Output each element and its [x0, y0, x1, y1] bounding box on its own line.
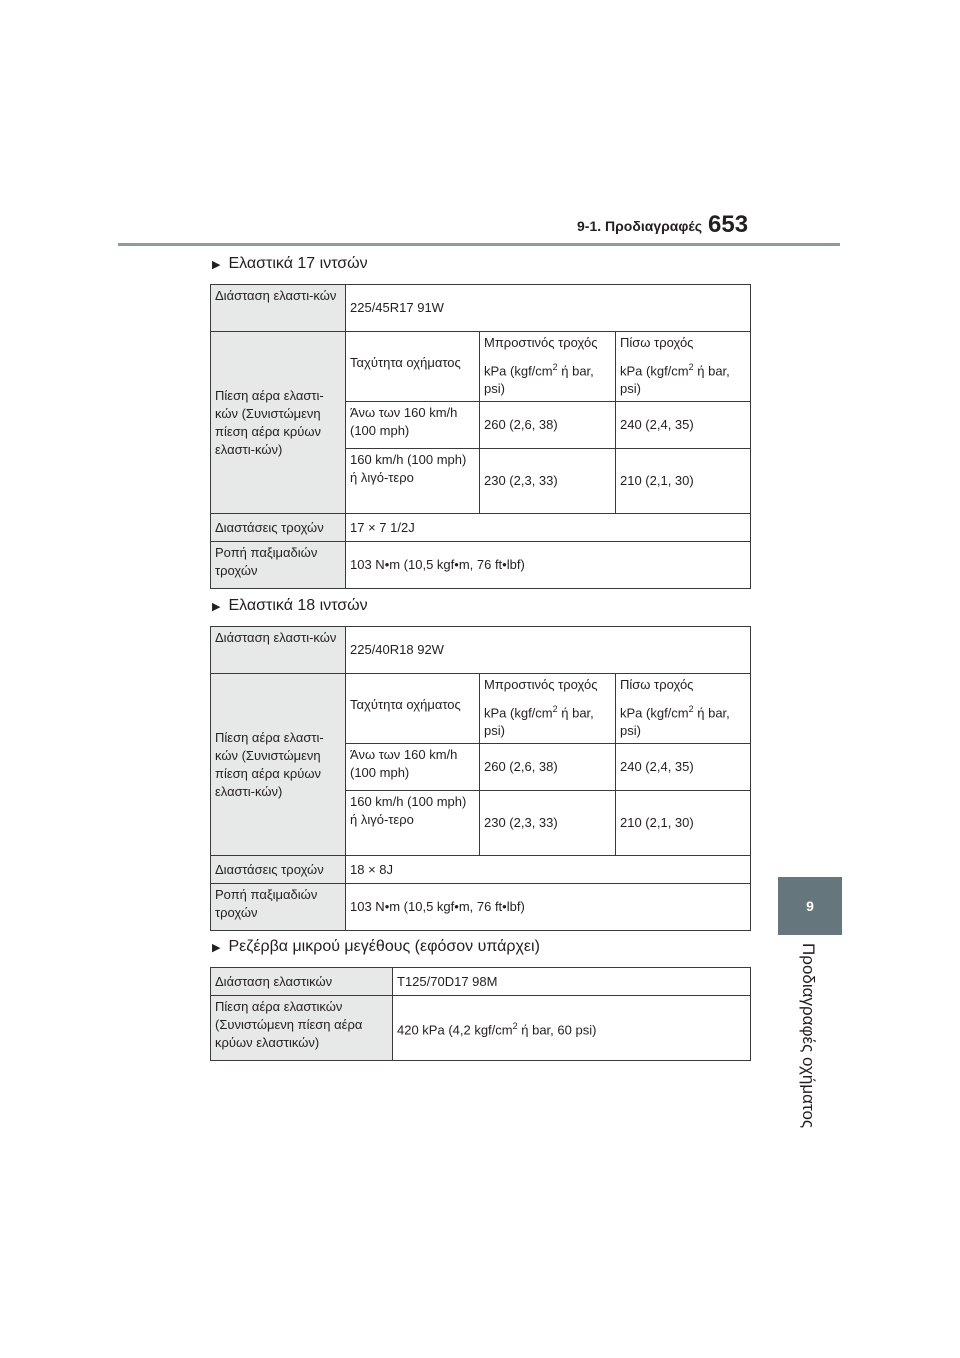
tire-size-value: 225/40R18 92W	[346, 627, 751, 674]
front-header-label: Μπροστινός τροχός	[484, 335, 598, 350]
tire-size-label: Διάσταση ελαστι-κών	[211, 627, 346, 674]
front-header	[480, 674, 616, 744]
rear-header-label: Πίσω τροχός	[620, 677, 694, 692]
wheel-size-value: 18 × 8J	[346, 856, 751, 884]
tire-spec-table-17	[210, 284, 751, 589]
chapter-side-label: Προδιαγραφές οχήματος	[799, 943, 818, 1129]
rear-header	[616, 674, 751, 744]
triangle-bullet-icon: ▶	[212, 258, 221, 271]
spare-tire-table	[210, 967, 751, 1061]
front-header	[480, 332, 616, 402]
table-row	[211, 627, 751, 674]
pressure-label: Πίεση αέρα ελαστι-κών (Συνιστώμενη πίεση αέρα κρύων ελαστι-κών)	[211, 674, 346, 856]
section-heading-18	[210, 597, 368, 615]
rear-header-unit: kPa ($kgf/cm^2$ ή bar, psi)	[620, 362, 730, 397]
table-row	[211, 514, 751, 542]
front-value: 230 (2,3, 33)	[480, 449, 616, 514]
rear-value: 240 (2,4, 35)	[616, 744, 751, 791]
front-header-unit: kPa ($kgf/cm^2$ ή bar, psi)	[484, 362, 594, 397]
spare-pressure-value: 420 kPa (4,2 kgf/$cm^2$ ή bar, 60 psi)	[393, 996, 751, 1061]
wheel-size-label: Διαστάσεις τροχών	[211, 514, 346, 542]
front-value: 230 (2,3, 33)	[480, 791, 616, 856]
rear-value: 210 (2,1, 30)	[616, 449, 751, 514]
chapter-number: 9	[806, 898, 814, 914]
front-header-unit: kPa ($kgf/cm^2$ ή bar, psi)	[484, 704, 594, 739]
front-value: 260 (2,6, 38)	[480, 744, 616, 791]
rear-header-unit: kPa ($kgf/cm^2$ ή bar, psi)	[620, 704, 730, 739]
section-title: 9-1. Προδιαγραφές	[577, 218, 702, 234]
table-row	[211, 285, 751, 332]
table-row	[211, 542, 751, 589]
speed-header: Ταχύτητα οχήματος	[346, 332, 480, 402]
rear-value: 210 (2,1, 30)	[616, 791, 751, 856]
chapter-tab[interactable]	[778, 877, 842, 935]
tire-spec-table-18	[210, 626, 751, 931]
rear-value: 240 (2,4, 35)	[616, 402, 751, 449]
torque-value: 103 N•m (10,5 kgf•m, 76 ft•lbf)	[346, 542, 751, 589]
rear-header-label: Πίσω τροχός	[620, 335, 694, 350]
page-number: 653	[708, 211, 749, 238]
torque-label: Ροπή παξιμαδιών τροχών	[211, 542, 346, 589]
section-heading-text: Ελαστικά 17 ιντσών	[228, 255, 368, 272]
table-row	[211, 332, 751, 402]
tire-size-label: Διάσταση ελαστι-κών	[211, 285, 346, 332]
section-heading-spare	[210, 938, 540, 956]
table-row	[211, 996, 751, 1061]
header-rule	[118, 243, 840, 246]
triangle-bullet-icon: ▶	[212, 600, 221, 613]
table-row	[211, 674, 751, 744]
speed-cell: 160 km/h (100 mph) ή λιγό-τερο	[346, 449, 480, 514]
wheel-size-value: 17 × 7 1/2J	[346, 514, 751, 542]
torque-value: 103 N•m (10,5 kgf•m, 76 ft•lbf)	[346, 884, 751, 931]
speed-cell: 160 km/h (100 mph) ή λιγό-τερο	[346, 791, 480, 856]
section-heading-17	[210, 255, 368, 273]
triangle-bullet-icon: ▶	[212, 941, 221, 954]
front-value: 260 (2,6, 38)	[480, 402, 616, 449]
table-row	[211, 968, 751, 996]
section-heading-text: Ρεζέρβα μικρού μεγέθους (εφόσον υπάρχει)	[228, 938, 540, 955]
rear-header	[616, 332, 751, 402]
table-row	[211, 856, 751, 884]
front-header-label: Μπροστινός τροχός	[484, 677, 598, 692]
spare-size-value: T125/70D17 98M	[393, 968, 751, 996]
pressure-label: Πίεση αέρα ελαστι-κών (Συνιστώμενη πίεση αέρα κρύων ελαστι-κών)	[211, 332, 346, 514]
torque-label: Ροπή παξιμαδιών τροχών	[211, 884, 346, 931]
speed-header: Ταχύτητα οχήματος	[346, 674, 480, 744]
tire-size-value: 225/45R17 91W	[346, 285, 751, 332]
wheel-size-label: Διαστάσεις τροχών	[211, 856, 346, 884]
speed-cell: Άνω των 160 km/h (100 mph)	[346, 402, 480, 449]
section-heading-text: Ελαστικά 18 ιντσών	[228, 597, 368, 614]
spare-size-label: Διάσταση ελαστικών	[211, 968, 393, 996]
speed-cell: Άνω των 160 km/h (100 mph)	[346, 744, 480, 791]
spare-pressure-label: Πίεση αέρα ελαστικών (Συνιστώμενη πίεση αέρα κρύων ελαστικών)	[211, 996, 393, 1061]
table-row	[211, 884, 751, 931]
